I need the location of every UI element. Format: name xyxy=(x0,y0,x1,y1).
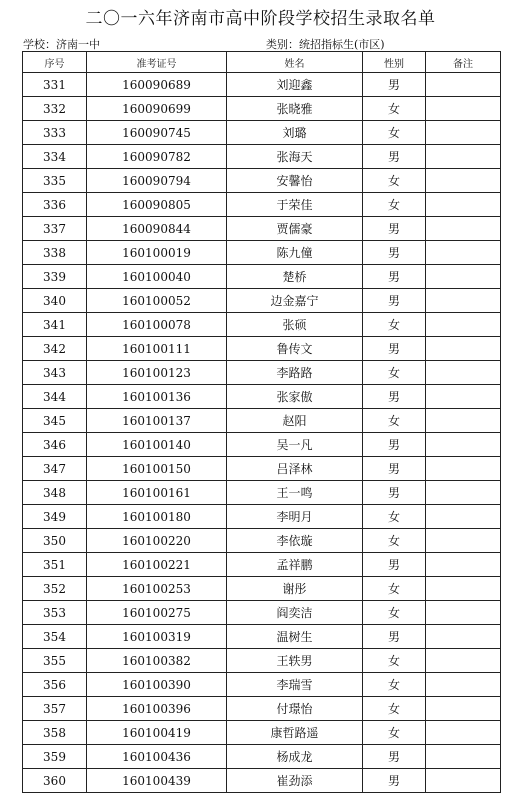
cell-seq: 351 xyxy=(23,553,87,577)
cell-seq: 333 xyxy=(23,121,87,145)
cell-gender: 男 xyxy=(363,145,426,169)
table-row xyxy=(23,649,501,673)
cell-seq: 342 xyxy=(23,337,87,361)
cell-seq: 345 xyxy=(23,409,87,433)
table-row xyxy=(23,97,501,121)
cell-gender: 男 xyxy=(363,73,426,97)
cell-exam-number: 160090794 xyxy=(87,169,227,193)
cell-remark xyxy=(426,217,501,241)
table-row xyxy=(23,169,501,193)
cell-exam-number: 160100253 xyxy=(87,577,227,601)
cell-exam-number: 160100419 xyxy=(87,721,227,745)
cell-seq: 350 xyxy=(23,529,87,553)
table-row xyxy=(23,409,501,433)
cell-exam-number: 160100180 xyxy=(87,505,227,529)
cell-seq: 359 xyxy=(23,745,87,769)
cell-gender: 男 xyxy=(363,481,426,505)
cell-exam-number: 160100436 xyxy=(87,745,227,769)
table-row xyxy=(23,313,501,337)
cell-seq: 346 xyxy=(23,433,87,457)
cell-seq: 343 xyxy=(23,361,87,385)
cell-name: 边金嘉宁 xyxy=(227,289,363,313)
cell-name: 李明月 xyxy=(227,505,363,529)
cell-name: 陈九僮 xyxy=(227,241,363,265)
cell-seq: 335 xyxy=(23,169,87,193)
header-seq: 序号 xyxy=(23,52,87,73)
cell-gender: 女 xyxy=(363,601,426,625)
cell-name: 吕泽林 xyxy=(227,457,363,481)
cell-gender: 男 xyxy=(363,625,426,649)
cell-remark xyxy=(426,409,501,433)
cell-exam-number: 160100221 xyxy=(87,553,227,577)
page-title: 二〇一六年济南市高中阶段学校招生录取名单 xyxy=(85,9,436,29)
cell-remark xyxy=(426,481,501,505)
header-remark: 备注 xyxy=(426,52,501,73)
cell-gender: 女 xyxy=(363,721,426,745)
cell-exam-number: 160100319 xyxy=(87,625,227,649)
cell-remark xyxy=(426,553,501,577)
cell-name: 楚桥 xyxy=(227,265,363,289)
cell-gender: 女 xyxy=(363,97,426,121)
cell-gender: 男 xyxy=(363,553,426,577)
cell-exam-number: 160100220 xyxy=(87,529,227,553)
cell-remark xyxy=(426,169,501,193)
table-row xyxy=(23,385,501,409)
cell-exam-number: 160090844 xyxy=(87,217,227,241)
table-row xyxy=(23,265,501,289)
cell-seq: 339 xyxy=(23,265,87,289)
cell-gender: 女 xyxy=(363,505,426,529)
cell-remark xyxy=(426,73,501,97)
cell-remark xyxy=(426,361,501,385)
cell-exam-number: 160090689 xyxy=(87,73,227,97)
cell-remark xyxy=(426,601,501,625)
cell-exam-number: 160090699 xyxy=(87,97,227,121)
table-row xyxy=(23,337,501,361)
cell-exam-number: 160100078 xyxy=(87,313,227,337)
table-row xyxy=(23,505,501,529)
cell-gender: 女 xyxy=(363,169,426,193)
cell-name: 付璟怡 xyxy=(227,697,363,721)
cell-seq: 341 xyxy=(23,313,87,337)
cell-seq: 349 xyxy=(23,505,87,529)
cell-seq: 353 xyxy=(23,601,87,625)
cell-remark xyxy=(426,241,501,265)
table-row xyxy=(23,769,501,793)
cell-exam-number: 160090805 xyxy=(87,193,227,217)
header-exam-number: 准考证号 xyxy=(87,52,227,73)
table-header-row xyxy=(23,52,501,73)
cell-gender: 男 xyxy=(363,217,426,241)
cell-name: 温树生 xyxy=(227,625,363,649)
cell-seq: 337 xyxy=(23,217,87,241)
table-row xyxy=(23,577,501,601)
cell-remark xyxy=(426,457,501,481)
cell-name: 王一鸣 xyxy=(227,481,363,505)
table-row xyxy=(23,601,501,625)
table-row xyxy=(23,553,501,577)
cell-remark xyxy=(426,505,501,529)
cell-gender: 男 xyxy=(363,385,426,409)
cell-name: 张硕 xyxy=(227,313,363,337)
school-label: 学校：济南一中 xyxy=(23,38,100,51)
cell-gender: 男 xyxy=(363,745,426,769)
cell-seq: 336 xyxy=(23,193,87,217)
table-row xyxy=(23,457,501,481)
cell-remark xyxy=(426,193,501,217)
cell-seq: 340 xyxy=(23,289,87,313)
cell-remark xyxy=(426,673,501,697)
cell-remark xyxy=(426,289,501,313)
table-row xyxy=(23,529,501,553)
cell-remark xyxy=(426,121,501,145)
table-row xyxy=(23,721,501,745)
cell-gender: 女 xyxy=(363,529,426,553)
cell-remark xyxy=(426,385,501,409)
cell-seq: 334 xyxy=(23,145,87,169)
cell-name: 贾儒豪 xyxy=(227,217,363,241)
cell-exam-number: 160100111 xyxy=(87,337,227,361)
cell-name: 李依璇 xyxy=(227,529,363,553)
table-row xyxy=(23,481,501,505)
cell-remark xyxy=(426,697,501,721)
table-row xyxy=(23,673,501,697)
cell-remark xyxy=(426,265,501,289)
cell-name: 安馨怡 xyxy=(227,169,363,193)
cell-seq: 332 xyxy=(23,97,87,121)
cell-remark xyxy=(426,529,501,553)
cell-gender: 女 xyxy=(363,193,426,217)
cell-seq: 356 xyxy=(23,673,87,697)
category-label: 类别：统招指标生(市区) xyxy=(266,38,385,51)
cell-exam-number: 160100390 xyxy=(87,673,227,697)
cell-exam-number: 160090782 xyxy=(87,145,227,169)
cell-exam-number: 160100382 xyxy=(87,649,227,673)
cell-name: 张家傲 xyxy=(227,385,363,409)
cell-gender: 女 xyxy=(363,121,426,145)
table-row xyxy=(23,217,501,241)
cell-gender: 女 xyxy=(363,313,426,337)
cell-remark xyxy=(426,433,501,457)
cell-seq: 344 xyxy=(23,385,87,409)
table-row xyxy=(23,745,501,769)
cell-gender: 女 xyxy=(363,673,426,697)
cell-exam-number: 160100396 xyxy=(87,697,227,721)
cell-gender: 男 xyxy=(363,265,426,289)
cell-gender: 男 xyxy=(363,241,426,265)
cell-seq: 348 xyxy=(23,481,87,505)
cell-name: 刘璐 xyxy=(227,121,363,145)
cell-remark xyxy=(426,313,501,337)
cell-name: 李路路 xyxy=(227,361,363,385)
cell-seq: 347 xyxy=(23,457,87,481)
cell-seq: 352 xyxy=(23,577,87,601)
cell-exam-number: 160100137 xyxy=(87,409,227,433)
cell-gender: 女 xyxy=(363,361,426,385)
table-row xyxy=(23,241,501,265)
cell-remark xyxy=(426,625,501,649)
table-row xyxy=(23,145,501,169)
cell-gender: 女 xyxy=(363,649,426,673)
cell-seq: 358 xyxy=(23,721,87,745)
cell-gender: 男 xyxy=(363,433,426,457)
cell-name: 谢彤 xyxy=(227,577,363,601)
cell-name: 鲁传文 xyxy=(227,337,363,361)
cell-exam-number: 160090745 xyxy=(87,121,227,145)
cell-name: 刘迎鑫 xyxy=(227,73,363,97)
cell-remark xyxy=(426,721,501,745)
table-row xyxy=(23,193,501,217)
cell-exam-number: 160100123 xyxy=(87,361,227,385)
cell-seq: 354 xyxy=(23,625,87,649)
cell-gender: 女 xyxy=(363,577,426,601)
cell-remark xyxy=(426,769,501,793)
cell-name: 康哲路遥 xyxy=(227,721,363,745)
table-row xyxy=(23,625,501,649)
cell-seq: 331 xyxy=(23,73,87,97)
cell-name: 王轶男 xyxy=(227,649,363,673)
cell-remark xyxy=(426,145,501,169)
header-name: 姓名 xyxy=(227,52,363,73)
cell-name: 阎奕洁 xyxy=(227,601,363,625)
cell-gender: 女 xyxy=(363,409,426,433)
table-row xyxy=(23,73,501,97)
cell-gender: 女 xyxy=(363,697,426,721)
cell-remark xyxy=(426,649,501,673)
table-row xyxy=(23,289,501,313)
table-row xyxy=(23,361,501,385)
cell-name: 杨成龙 xyxy=(227,745,363,769)
table-body xyxy=(23,73,501,793)
cell-gender: 男 xyxy=(363,457,426,481)
cell-exam-number: 160100275 xyxy=(87,601,227,625)
cell-exam-number: 160100136 xyxy=(87,385,227,409)
cell-exam-number: 160100161 xyxy=(87,481,227,505)
cell-name: 李瑞雪 xyxy=(227,673,363,697)
cell-name: 于荣佳 xyxy=(227,193,363,217)
cell-gender: 男 xyxy=(363,769,426,793)
cell-name: 崔劲添 xyxy=(227,769,363,793)
cell-remark xyxy=(426,337,501,361)
cell-exam-number: 160100019 xyxy=(87,241,227,265)
cell-remark xyxy=(426,745,501,769)
cell-exam-number: 160100140 xyxy=(87,433,227,457)
table-row xyxy=(23,121,501,145)
cell-seq: 355 xyxy=(23,649,87,673)
cell-name: 吴一凡 xyxy=(227,433,363,457)
cell-seq: 360 xyxy=(23,769,87,793)
cell-exam-number: 160100150 xyxy=(87,457,227,481)
table-row xyxy=(23,697,501,721)
cell-name: 孟祥鹏 xyxy=(227,553,363,577)
cell-gender: 男 xyxy=(363,289,426,313)
cell-seq: 338 xyxy=(23,241,87,265)
cell-exam-number: 160100040 xyxy=(87,265,227,289)
table-row xyxy=(23,433,501,457)
cell-name: 张海天 xyxy=(227,145,363,169)
cell-remark xyxy=(426,97,501,121)
cell-name: 张晓雅 xyxy=(227,97,363,121)
header-gender: 性别 xyxy=(363,52,426,73)
cell-remark xyxy=(426,577,501,601)
admission-table xyxy=(22,51,501,793)
cell-exam-number: 160100052 xyxy=(87,289,227,313)
cell-exam-number: 160100439 xyxy=(87,769,227,793)
cell-gender: 男 xyxy=(363,337,426,361)
cell-seq: 357 xyxy=(23,697,87,721)
cell-name: 赵阳 xyxy=(227,409,363,433)
